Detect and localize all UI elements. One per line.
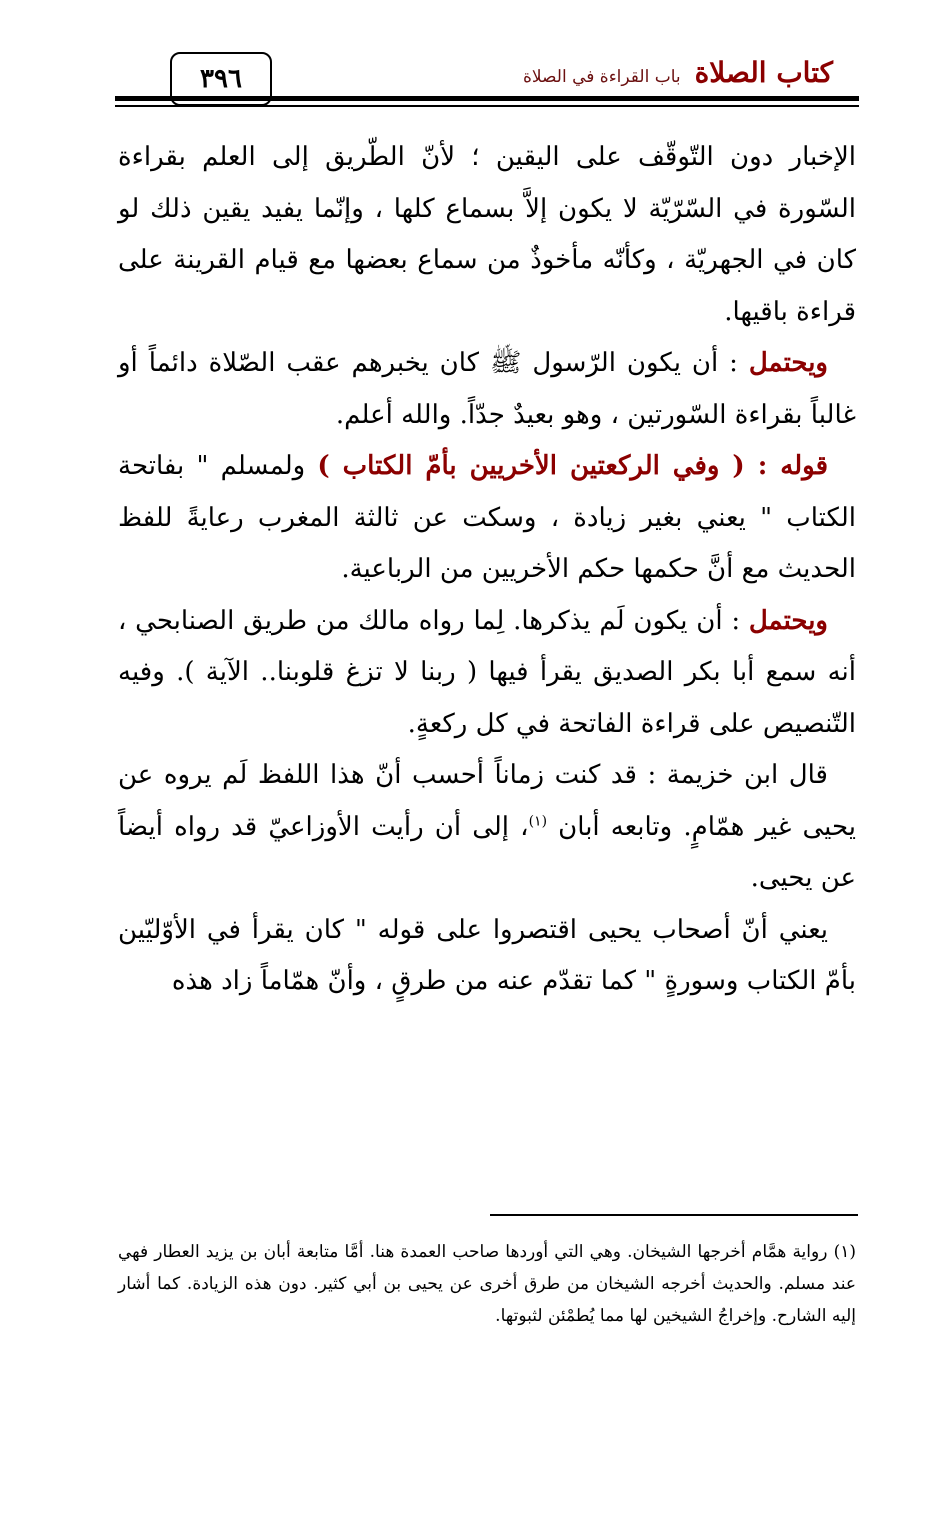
page-number: ٣٩٦ bbox=[200, 64, 242, 94]
chapter-title: باب القراءة في الصلاة bbox=[522, 67, 681, 87]
paragraph bbox=[118, 132, 856, 338]
header-rule-thick bbox=[115, 96, 859, 101]
paragraph bbox=[118, 441, 856, 596]
paragraph bbox=[118, 905, 856, 1008]
footnote bbox=[118, 1236, 856, 1332]
paragraph bbox=[118, 750, 856, 905]
paragraph-text: : أن يكون لَم يذكرها. لِما رواه مالك من طريق الصنابحي ، أنه سمع أبا بكر الصديق يقرأ فيها ( ربنا لا تزغ قلوبنا.. الآية ). وفيه التّنصيص على قراءة الفاتحة في كل ركعةٍ. bbox=[118, 605, 856, 739]
paragraph-text: يعني أنّ أصحاب يحيى اقتصروا على قوله " كان يقرأ في الأوّليّين بأمّ الكتاب وسورةٍ " كما تقدّم عنه من طرقٍ ، وأنّ همّاماً زاد هذه bbox=[118, 914, 856, 996]
paragraph-lead: قوله : ( وفي الركعتين الأخريين بأمّ الكتاب ) bbox=[317, 451, 828, 481]
footnote-reference[interactable]: (١) bbox=[528, 812, 548, 829]
paragraph-text: ، إلى أن رأيت الأوزاعيّ قد رواه أيضاً عن يحيى. bbox=[118, 811, 856, 893]
footnote-rule bbox=[490, 1214, 858, 1216]
footnote-text: (١) رواية همَّام أخرجها الشيخان. وهي التي أوردها صاحب العمدة هنا. أمَّا متابعة أبان بن يزيد العطار فهي عند مسلم. والحديث أخرجه الشيخان من طرق أخرى عن يحيى بن أبي كثير. دون هذه الزيادة. كما أشار إليه الشارح. وإخراجُ الشيخين لها مما يُطمْئن لثبوتها. bbox=[118, 1242, 856, 1326]
paragraph-text: ولمسلم " بفاتحة الكتاب " يعني بغير زيادة ، وسكت عن ثالثة المغرب رعايةً للفظ الحديث مع أنَّ حكمها حكم الأخريين من الرباعية. bbox=[118, 451, 856, 584]
paragraph-text: الإخبار دون التّوقّف على اليقين ؛ لأنّ الطّريق إلى العلم بقراءة السّورة في السّرّيّة لا يكون إلاَّ بسماع كلها ، وإنّما يفيد يقين ذلك لو كان في الجهريّة ، وكأنّه مأخوذٌ من سماع بعضها مع قيام القرينة على قراءة باقيها. bbox=[118, 142, 856, 327]
paragraph-lead: ويحتمل bbox=[748, 605, 828, 636]
book-title: كتاب الصلاة bbox=[694, 56, 833, 89]
paragraph bbox=[118, 338, 856, 441]
paragraph-lead: ويحتمل bbox=[748, 348, 828, 378]
header-rule-thin bbox=[115, 105, 859, 107]
main-text bbox=[118, 132, 856, 1008]
paragraph bbox=[118, 596, 856, 751]
paragraph-text: : أن يكون الرّسول ﷺ كان يخبرهم عقب الصّلاة دائماً أو غالباً بقراءة السّورتين ، وهو بعيدٌ جدّاً. والله أعلم. bbox=[118, 348, 856, 430]
running-header bbox=[523, 56, 833, 89]
paragraph-text: قال ابن خزيمة : قد كنت زماناً أحسب أنّ هذا اللفظ لَم يروه عن يحيى غير همّامٍ. وتابعه أبان bbox=[118, 760, 856, 842]
